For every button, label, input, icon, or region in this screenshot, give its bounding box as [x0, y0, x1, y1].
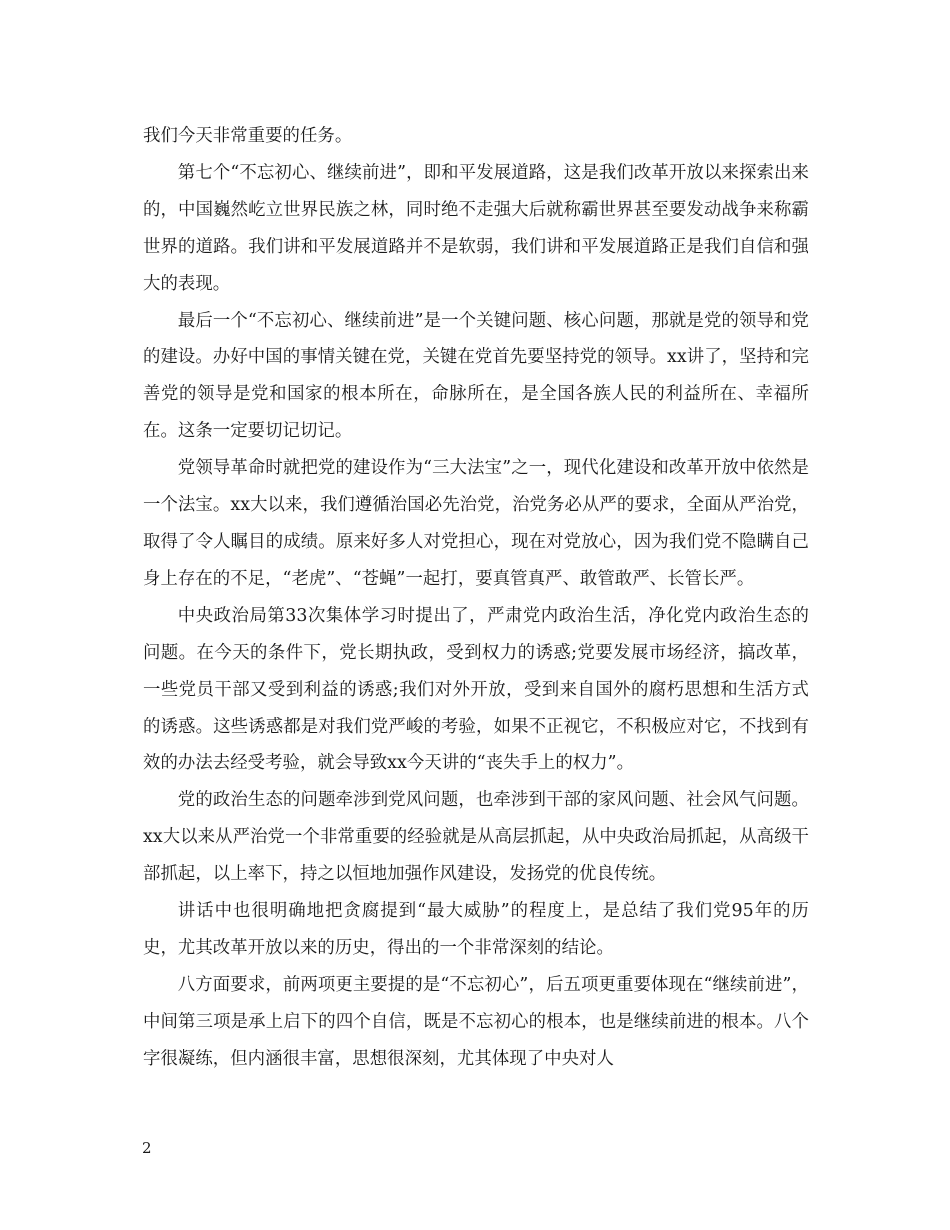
paragraph-7: 讲话中也很明确地把贪腐提到“最大威胁”的程度上，是总结了我们党95年的历史，尤其改革开放以来的历史，得出的一个非常深刻的结论。: [143, 901, 809, 958]
paragraph-3: 最后一个“不忘初心、继续前进”是一个关键问题、核心问题，那就是党的领导和党的建设。办好中国的事情关键在党，关键在党首先要坚持党的领导。xx讲了，坚持和完善党的领导是党和国家的根本所在，命脉所在，是全国各族人民的利益所在、幸福所在。这条一定要切记切记。: [143, 310, 809, 442]
paragraph-2: 第七个“不忘初心、继续前进”，即和平发展道路，这是我们改革开放以来探索出来的，中国巍然屹立世界民族之林，同时绝不走强大后就称霸世界甚至要发动战争来称霸世界的道路。我们讲和平发展道路并不是软弱，我们讲和平发展道路正是我们自信和强大的表现。: [143, 162, 809, 294]
paragraph-5: 中央政治局第33次集体学习时提出了，严肃党内政治生活，净化党内政治生态的问题。在今天的条件下，党长期执政，受到权力的诱惑;党要发展市场经济，搞改革，一些党员干部又受到利益的诱惑;我们对外开放，受到来自国外的腐朽思想和生活方式的诱惑。这些诱惑都是对我们党严峻的考验，如果不正视它，不积极应对它，不找到有效的办法去经受考验，就会导致xx今天讲的“丧失手上的权力”。: [143, 605, 809, 774]
body-text: [143, 118, 809, 1078]
paragraph-4: 党领导革命时就把党的建设作为“三大法宝”之一，现代化建设和改革开放中依然是一个法宝。xx大以来，我们遵循治国必先治党，治党务必从严的要求，全面从严治党，取得了令人瞩目的成绩。原来好多人对党担心，现在对党放心，因为我们党不隐瞒自己身上存在的不足，“老虎”、“苍蝇”一起打，要真管真严、敢管敢严、长管长严。: [143, 458, 809, 589]
paragraph-6: 党的政治生态的问题牵涉到党风问题，也牵涉到干部的家风问题、社会风气问题。xx大以来从严治党一个非常重要的经验就是从高层抓起，从中央政治局抓起，从高级干部抓起，以上率下，持之以恒地加强作风建设，发扬党的优良传统。: [143, 790, 809, 885]
paragraph-8: 八方面要求，前两项更主要提的是“不忘初心”，后五项更重要体现在“继续前进”，中间第三项是承上启下的四个自信，既是不忘初心的根本，也是继续前进的根本。八个字很凝练，但内涵很丰富，思想很深刻，尤其体现了中央对人: [143, 974, 809, 1069]
paragraph-1: 我们今天非常重要的任务。: [143, 126, 353, 146]
page-number: 2: [142, 1139, 152, 1157]
